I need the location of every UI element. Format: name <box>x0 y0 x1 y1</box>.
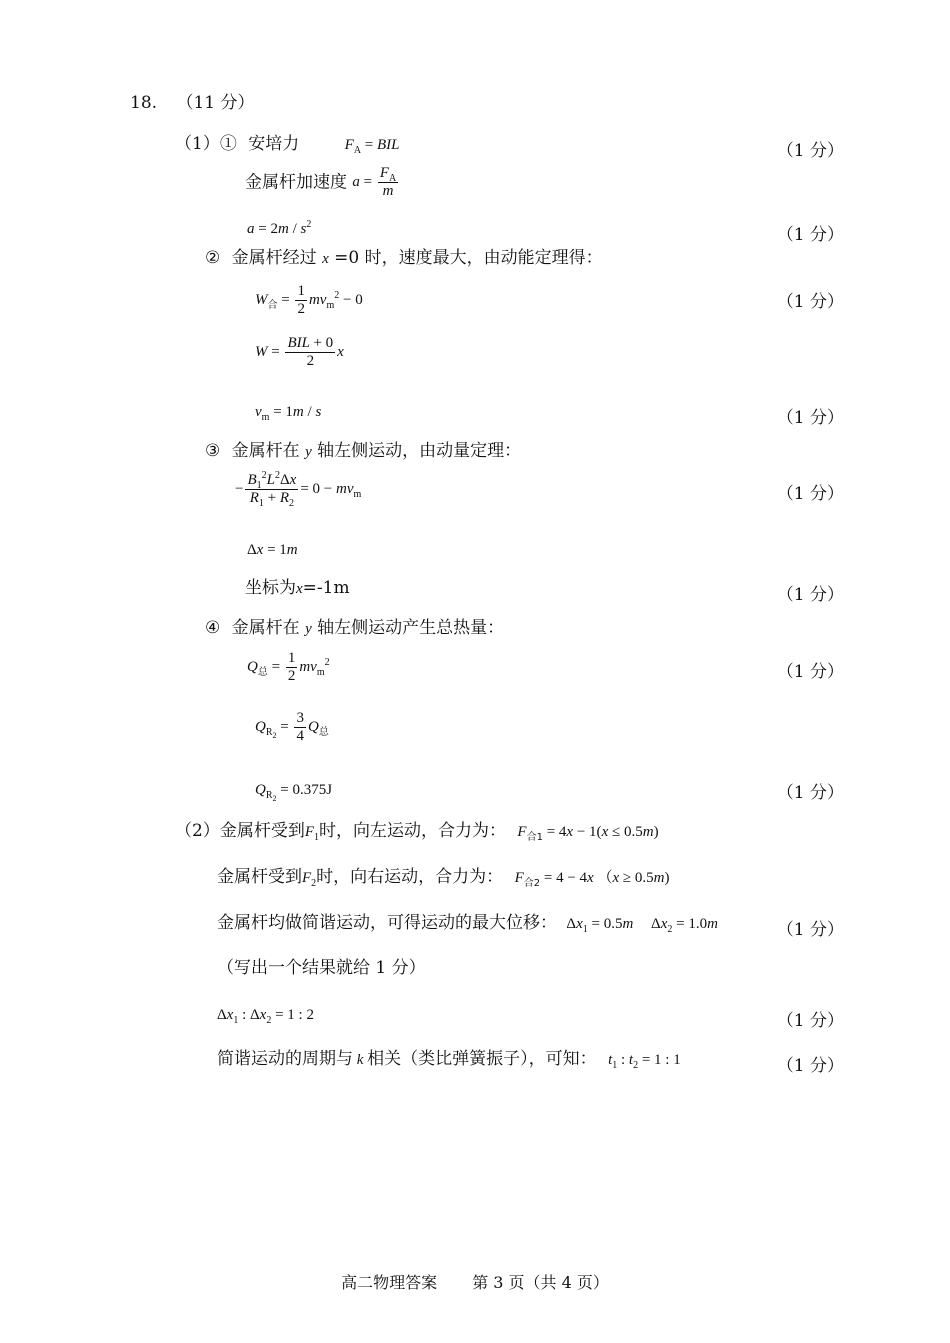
formula-delta-x: Δx = 1m <box>247 542 298 558</box>
part2-line5-a: 简谐运动的周期与 <box>217 1049 353 1069</box>
score-5: （1 分） <box>776 484 844 504</box>
part2-line3-text: 金属杆均做简谐运动，可得运动的最大位移： <box>217 913 557 933</box>
formula-work: W = $\frac{\text{BIL + 0}}{2}$ x <box>255 335 344 370</box>
formula-accel-value: $a = 2m / s^2$ <box>247 219 312 237</box>
part1-step1-accel <box>245 165 400 201</box>
part2-line5 <box>217 1049 681 1071</box>
step3-marker: ③ <box>205 441 221 461</box>
part2-line3 <box>217 913 718 935</box>
score-6: （1 分） <box>776 585 844 605</box>
part1-step2 <box>205 250 603 267</box>
step2-text-a: 金属杆经过 <box>231 248 317 268</box>
question-points: （11 分） <box>176 93 255 113</box>
footer-page: 第 3 页（共 4 页） <box>472 1273 609 1292</box>
part1-step4 <box>205 620 504 637</box>
score-1: （1 分） <box>776 141 844 161</box>
formula-displacement-ratio: $\Delta x_1$ : $\Delta x_2 = 1$ : 2 <box>217 1007 314 1026</box>
formula-q-r2: $Q_{R_2}$ = $\frac{3}{4}$ $Q_总$ <box>255 710 329 745</box>
score-2: （1 分） <box>776 225 844 245</box>
formula-work-energy: $W_合$ = $\frac{1}{2}$ $mv_m^2 - 0$ <box>255 283 363 318</box>
score-9: （1 分） <box>776 920 844 940</box>
var-f1: $F_1$ <box>304 824 319 843</box>
var-y: y <box>305 621 312 637</box>
step1-accel-text: 金属杆加速度 <box>245 172 347 193</box>
part2-line2-b: 时，向右运动，合力为： <box>316 867 504 887</box>
part2-line1 <box>175 821 659 843</box>
footer-title: 高二物理答案 <box>341 1273 438 1292</box>
var-k: k <box>353 1052 368 1068</box>
score-3: （1 分） <box>776 292 844 312</box>
page-footer <box>0 1270 950 1293</box>
coordinate-value: =-1m <box>302 578 350 598</box>
var-f2: $F_2$ <box>302 870 317 889</box>
step4-text-a: 金属杆在 <box>231 618 300 638</box>
formula-momentum: − $\frac{B_1^2L^2\Delta x}{R_1 + R_2}$ = $0 - mv_m$ <box>235 470 362 510</box>
step1-force-text: 安培力 <box>248 134 300 154</box>
question-number <box>130 95 255 112</box>
part2-line2 <box>217 867 670 889</box>
part1-step3 <box>205 443 521 460</box>
step4-text-b: 轴左侧运动产生总热量： <box>317 618 505 638</box>
part2-note: （写出一个结果就给 1 分） <box>217 958 426 978</box>
formula-period-ratio: $t_1$ : $t_2 = 1$ : 1 <box>608 1052 681 1071</box>
score-7: （1 分） <box>776 662 844 682</box>
formula-max-displacement: $\Delta x_1 = 0.5m$ $\Delta x_2 = 1.0m$ <box>566 916 718 935</box>
part2-line2-a: 金属杆受到 <box>217 867 302 887</box>
formula-f-net2: $F_{合2} = 4 - 4x$ （x ≥ 0.5m) <box>514 870 670 889</box>
question-number-text: 18. <box>130 93 158 113</box>
step2-marker: ② <box>205 248 221 268</box>
score-8: （1 分） <box>776 783 844 803</box>
var-y: y <box>305 444 312 460</box>
score-11: （1 分） <box>776 1056 844 1076</box>
step3-text-a: 金属杆在 <box>231 441 300 461</box>
coordinate-text: 坐标为 <box>245 578 296 598</box>
step3-text-b: 轴左侧运动，由动量定理： <box>317 441 522 461</box>
formula-q-total: $Q_总$ = $\frac{1}{2}$ $mv_m^2$ <box>247 650 330 685</box>
var-x: x <box>296 581 303 597</box>
part1-label: （1） <box>175 134 220 154</box>
formula-f-net1: $F_{合1} = 4x - 1(x \le 0.5m)$ <box>517 824 659 843</box>
formula-vmax: $v_m = 1m / s$ <box>255 404 322 423</box>
var-x: x <box>322 251 329 267</box>
step2-text-b: =0 时，速度最大，由动能定理得： <box>334 248 603 268</box>
part2-label: （2） <box>175 821 220 841</box>
step1-marker: ① <box>219 134 237 154</box>
part2-line1-b: 时，向左运动，合力为： <box>319 821 506 841</box>
score-4: （1 分） <box>776 408 844 428</box>
part2-line5-b: 相关（类比弹簧振子），可知： <box>367 1049 597 1069</box>
score-10: （1 分） <box>776 1011 844 1031</box>
part2-line1-a: 金属杆受到 <box>219 821 305 841</box>
formula-accel: a = $\frac{F_A}{m}$ <box>352 165 397 200</box>
part1-coordinate <box>245 580 350 597</box>
formula-ampere-force: $F_A$ = BIL <box>344 137 400 156</box>
part1-step1-force <box>175 134 400 156</box>
formula-q-r2-value: $Q_{R_2} = 0.375J$ <box>255 782 333 803</box>
step4-marker: ④ <box>205 618 221 638</box>
